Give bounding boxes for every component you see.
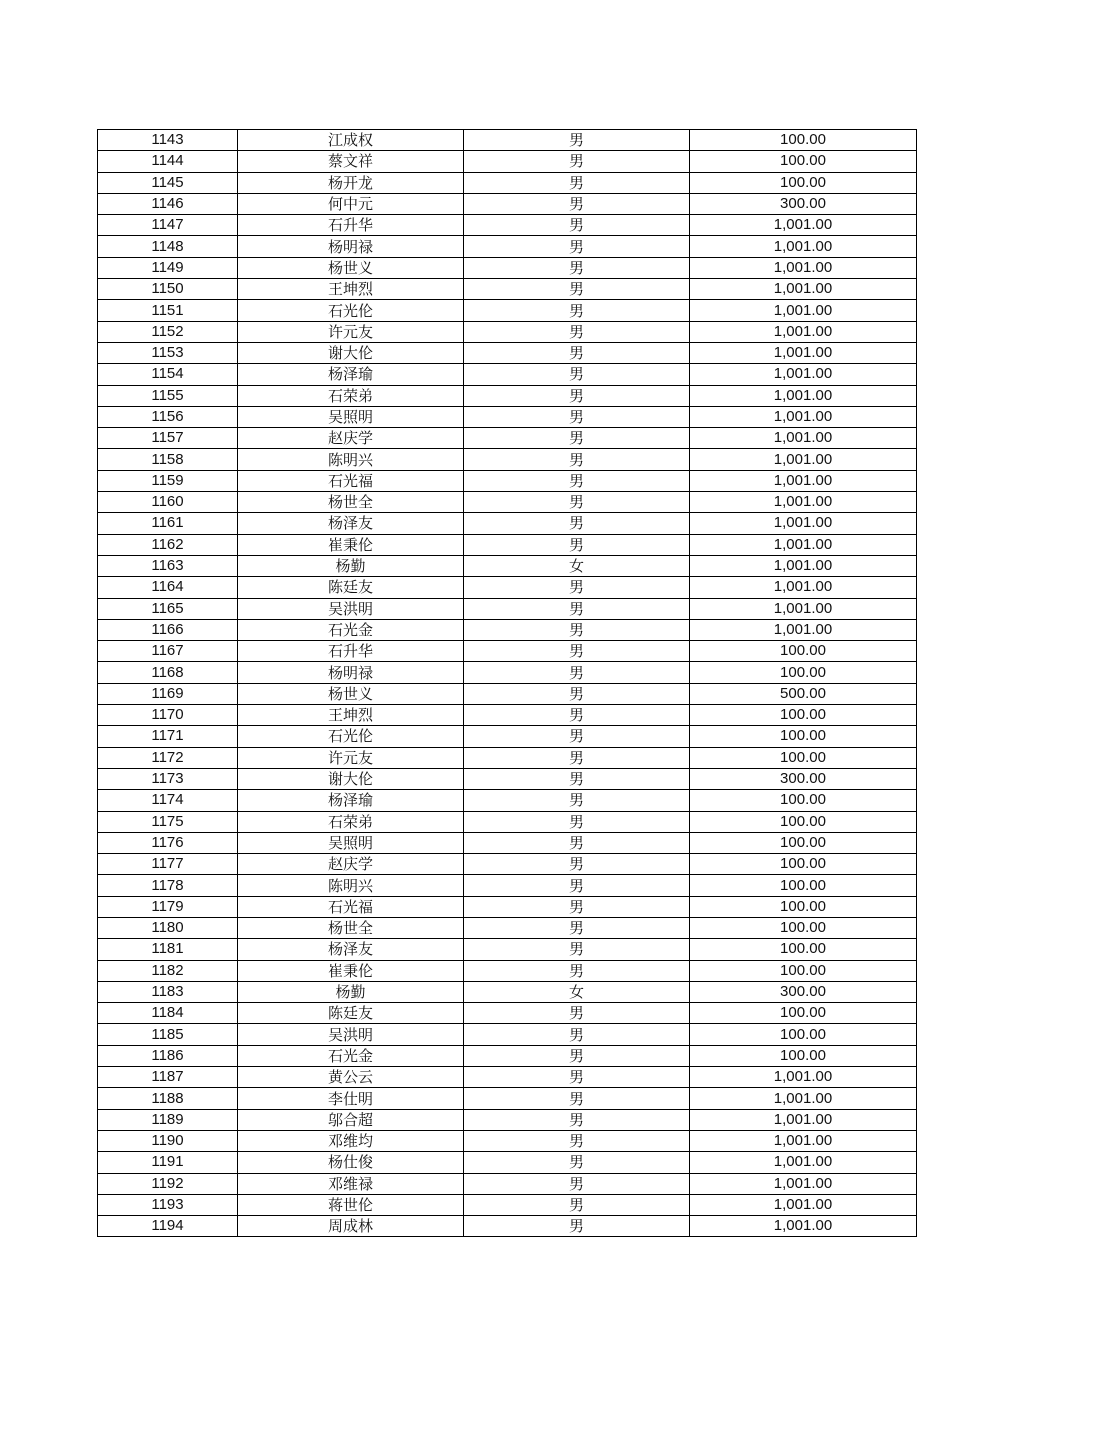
cell-gender: 男	[464, 172, 690, 193]
cell-amount: 100.00	[690, 811, 917, 832]
cell-name: 谢大伦	[238, 342, 464, 363]
cell-amount: 1,001.00	[690, 555, 917, 576]
cell-name: 赵庆学	[238, 854, 464, 875]
cell-number: 1143	[98, 130, 238, 151]
cell-number: 1156	[98, 406, 238, 427]
table-row	[98, 342, 917, 363]
cell-gender: 男	[464, 768, 690, 789]
cell-amount: 100.00	[690, 130, 917, 151]
cell-amount: 100.00	[690, 917, 917, 938]
cell-gender: 女	[464, 555, 690, 576]
table-row	[98, 193, 917, 214]
table-row	[98, 619, 917, 640]
cell-number: 1151	[98, 300, 238, 321]
cell-name: 周成林	[238, 1216, 464, 1237]
cell-gender: 男	[464, 619, 690, 640]
cell-amount: 100.00	[690, 960, 917, 981]
table-row	[98, 1173, 917, 1194]
cell-number: 1169	[98, 683, 238, 704]
table-row	[98, 981, 917, 1002]
cell-gender: 男	[464, 726, 690, 747]
cell-gender: 男	[464, 1194, 690, 1215]
cell-number: 1173	[98, 768, 238, 789]
table-row	[98, 300, 917, 321]
cell-number: 1148	[98, 236, 238, 257]
cell-name: 李仕明	[238, 1088, 464, 1109]
table-row	[98, 513, 917, 534]
cell-amount: 100.00	[690, 747, 917, 768]
table-row	[98, 130, 917, 151]
cell-number: 1180	[98, 917, 238, 938]
cell-amount: 300.00	[690, 768, 917, 789]
table-row	[98, 939, 917, 960]
cell-amount: 1,001.00	[690, 342, 917, 363]
cell-number: 1189	[98, 1109, 238, 1130]
cell-gender: 男	[464, 747, 690, 768]
cell-gender: 男	[464, 151, 690, 172]
table-row	[98, 1088, 917, 1109]
cell-gender: 男	[464, 577, 690, 598]
cell-gender: 男	[464, 811, 690, 832]
table-row	[98, 1024, 917, 1045]
cell-amount: 100.00	[690, 1024, 917, 1045]
cell-gender: 男	[464, 321, 690, 342]
cell-number: 1167	[98, 641, 238, 662]
table-row	[98, 215, 917, 236]
table-row	[98, 151, 917, 172]
table-row	[98, 449, 917, 470]
cell-name: 蔡文祥	[238, 151, 464, 172]
cell-name: 杨世全	[238, 492, 464, 513]
cell-amount: 1,001.00	[690, 534, 917, 555]
cell-amount: 1,001.00	[690, 215, 917, 236]
cell-number: 1181	[98, 939, 238, 960]
table-row	[98, 364, 917, 385]
cell-number: 1178	[98, 875, 238, 896]
cell-number: 1147	[98, 215, 238, 236]
table-row	[98, 683, 917, 704]
cell-amount: 1,001.00	[690, 1067, 917, 1088]
cell-number: 1168	[98, 662, 238, 683]
cell-amount: 1,001.00	[690, 577, 917, 598]
cell-name: 王坤烈	[238, 279, 464, 300]
cell-number: 1163	[98, 555, 238, 576]
cell-gender: 男	[464, 705, 690, 726]
cell-amount: 100.00	[690, 832, 917, 853]
cell-amount: 1,001.00	[690, 1152, 917, 1173]
cell-name: 石光伦	[238, 300, 464, 321]
cell-number: 1159	[98, 470, 238, 491]
table-row	[98, 1130, 917, 1151]
cell-number: 1187	[98, 1067, 238, 1088]
table-row	[98, 1109, 917, 1130]
cell-name: 石升华	[238, 641, 464, 662]
cell-name: 王坤烈	[238, 705, 464, 726]
cell-number: 1162	[98, 534, 238, 555]
cell-gender: 男	[464, 598, 690, 619]
cell-number: 1155	[98, 385, 238, 406]
cell-gender: 男	[464, 960, 690, 981]
cell-gender: 男	[464, 854, 690, 875]
cell-name: 吴照明	[238, 406, 464, 427]
cell-number: 1190	[98, 1130, 238, 1151]
table-row	[98, 1194, 917, 1215]
cell-gender: 男	[464, 236, 690, 257]
cell-gender: 男	[464, 896, 690, 917]
cell-number: 1144	[98, 151, 238, 172]
cell-amount: 1,001.00	[690, 1194, 917, 1215]
cell-amount: 1,001.00	[690, 492, 917, 513]
cell-name: 吴洪明	[238, 598, 464, 619]
cell-name: 杨开龙	[238, 172, 464, 193]
table-row	[98, 1045, 917, 1066]
cell-name: 蒋世伦	[238, 1194, 464, 1215]
table-row	[98, 790, 917, 811]
cell-amount: 1,001.00	[690, 279, 917, 300]
table-row	[98, 172, 917, 193]
cell-name: 许元友	[238, 747, 464, 768]
cell-gender: 男	[464, 428, 690, 449]
cell-name: 邓维禄	[238, 1173, 464, 1194]
table-row	[98, 492, 917, 513]
table-row	[98, 279, 917, 300]
table-body	[98, 130, 917, 1237]
cell-name: 谢大伦	[238, 768, 464, 789]
cell-gender: 男	[464, 1173, 690, 1194]
table-row	[98, 555, 917, 576]
cell-amount: 100.00	[690, 641, 917, 662]
cell-gender: 男	[464, 492, 690, 513]
table-row	[98, 768, 917, 789]
cell-gender: 男	[464, 449, 690, 470]
cell-name: 陈廷友	[238, 577, 464, 598]
cell-amount: 100.00	[690, 854, 917, 875]
cell-number: 1153	[98, 342, 238, 363]
cell-amount: 100.00	[690, 939, 917, 960]
cell-number: 1174	[98, 790, 238, 811]
cell-gender: 男	[464, 342, 690, 363]
cell-number: 1150	[98, 279, 238, 300]
table-row	[98, 236, 917, 257]
cell-name: 石光伦	[238, 726, 464, 747]
cell-amount: 1,001.00	[690, 1088, 917, 1109]
cell-amount: 1,001.00	[690, 321, 917, 342]
table-row	[98, 1067, 917, 1088]
cell-number: 1158	[98, 449, 238, 470]
cell-name: 杨世义	[238, 257, 464, 278]
cell-amount: 100.00	[690, 790, 917, 811]
cell-number: 1164	[98, 577, 238, 598]
cell-name: 石光金	[238, 1045, 464, 1066]
table-row	[98, 896, 917, 917]
cell-gender: 男	[464, 875, 690, 896]
table-row	[98, 598, 917, 619]
table-row	[98, 577, 917, 598]
cell-gender: 男	[464, 1003, 690, 1024]
cell-name: 陈明兴	[238, 875, 464, 896]
cell-name: 陈廷友	[238, 1003, 464, 1024]
cell-amount: 1,001.00	[690, 449, 917, 470]
cell-gender: 男	[464, 683, 690, 704]
cell-number: 1186	[98, 1045, 238, 1066]
cell-number: 1193	[98, 1194, 238, 1215]
cell-name: 杨世全	[238, 917, 464, 938]
cell-number: 1145	[98, 172, 238, 193]
cell-number: 1152	[98, 321, 238, 342]
cell-amount: 500.00	[690, 683, 917, 704]
cell-gender: 男	[464, 193, 690, 214]
cell-name: 陈明兴	[238, 449, 464, 470]
cell-name: 邬合超	[238, 1109, 464, 1130]
cell-gender: 男	[464, 406, 690, 427]
cell-name: 杨明禄	[238, 662, 464, 683]
cell-number: 1194	[98, 1216, 238, 1237]
cell-number: 1160	[98, 492, 238, 513]
cell-number: 1157	[98, 428, 238, 449]
cell-amount: 1,001.00	[690, 428, 917, 449]
table-row	[98, 321, 917, 342]
table-row	[98, 385, 917, 406]
cell-amount: 1,001.00	[690, 364, 917, 385]
cell-amount: 100.00	[690, 705, 917, 726]
cell-gender: 男	[464, 279, 690, 300]
table-row	[98, 257, 917, 278]
cell-amount: 1,001.00	[690, 619, 917, 640]
cell-number: 1175	[98, 811, 238, 832]
cell-name: 石光金	[238, 619, 464, 640]
cell-amount: 1,001.00	[690, 1130, 917, 1151]
cell-gender: 男	[464, 662, 690, 683]
cell-number: 1191	[98, 1152, 238, 1173]
cell-amount: 1,001.00	[690, 470, 917, 491]
cell-gender: 男	[464, 1152, 690, 1173]
cell-amount: 1,001.00	[690, 1109, 917, 1130]
cell-amount: 1,001.00	[690, 406, 917, 427]
table-row	[98, 747, 917, 768]
cell-name: 杨勤	[238, 981, 464, 1002]
cell-name: 杨勤	[238, 555, 464, 576]
cell-gender: 男	[464, 1130, 690, 1151]
table-row	[98, 641, 917, 662]
cell-number: 1154	[98, 364, 238, 385]
cell-gender: 男	[464, 1109, 690, 1130]
cell-gender: 男	[464, 1216, 690, 1237]
cell-gender: 男	[464, 790, 690, 811]
table-row	[98, 960, 917, 981]
cell-name: 崔秉伦	[238, 534, 464, 555]
cell-gender: 男	[464, 130, 690, 151]
cell-gender: 男	[464, 1088, 690, 1109]
cell-amount: 1,001.00	[690, 257, 917, 278]
cell-name: 石升华	[238, 215, 464, 236]
cell-gender: 男	[464, 1024, 690, 1045]
cell-name: 江成权	[238, 130, 464, 151]
cell-name: 石光福	[238, 470, 464, 491]
cell-gender: 男	[464, 257, 690, 278]
cell-name: 杨仕俊	[238, 1152, 464, 1173]
cell-gender: 男	[464, 832, 690, 853]
cell-name: 邓维均	[238, 1130, 464, 1151]
cell-number: 1179	[98, 896, 238, 917]
cell-number: 1188	[98, 1088, 238, 1109]
cell-name: 黄公云	[238, 1067, 464, 1088]
cell-amount: 100.00	[690, 1003, 917, 1024]
cell-gender: 男	[464, 939, 690, 960]
cell-name: 石荣弟	[238, 811, 464, 832]
cell-gender: 男	[464, 470, 690, 491]
cell-gender: 男	[464, 1045, 690, 1066]
table-row	[98, 917, 917, 938]
cell-gender: 男	[464, 215, 690, 236]
cell-gender: 男	[464, 1067, 690, 1088]
cell-number: 1166	[98, 619, 238, 640]
cell-number: 1176	[98, 832, 238, 853]
cell-amount: 300.00	[690, 193, 917, 214]
table-row	[98, 406, 917, 427]
cell-number: 1192	[98, 1173, 238, 1194]
table-row	[98, 534, 917, 555]
cell-name: 杨泽瑜	[238, 364, 464, 385]
cell-amount: 100.00	[690, 875, 917, 896]
cell-gender: 男	[464, 513, 690, 534]
cell-number: 1170	[98, 705, 238, 726]
cell-number: 1161	[98, 513, 238, 534]
cell-amount: 1,001.00	[690, 513, 917, 534]
cell-gender: 男	[464, 364, 690, 385]
table-row	[98, 1216, 917, 1237]
cell-number: 1146	[98, 193, 238, 214]
cell-name: 杨泽友	[238, 939, 464, 960]
table-row	[98, 1003, 917, 1024]
cell-number: 1149	[98, 257, 238, 278]
cell-gender: 男	[464, 534, 690, 555]
cell-gender: 男	[464, 917, 690, 938]
cell-gender: 男	[464, 300, 690, 321]
cell-amount: 1,001.00	[690, 1216, 917, 1237]
cell-gender: 男	[464, 641, 690, 662]
cell-amount: 1,001.00	[690, 236, 917, 257]
cell-name: 吴洪明	[238, 1024, 464, 1045]
cell-name: 杨泽友	[238, 513, 464, 534]
data-table	[97, 129, 917, 1237]
cell-amount: 100.00	[690, 896, 917, 917]
cell-amount: 1,001.00	[690, 385, 917, 406]
cell-amount: 1,001.00	[690, 1173, 917, 1194]
table-row	[98, 1152, 917, 1173]
cell-name: 杨泽瑜	[238, 790, 464, 811]
cell-amount: 1,001.00	[690, 598, 917, 619]
table-row	[98, 662, 917, 683]
cell-name: 崔秉伦	[238, 960, 464, 981]
cell-name: 杨世义	[238, 683, 464, 704]
cell-amount: 100.00	[690, 1045, 917, 1066]
cell-amount: 100.00	[690, 172, 917, 193]
cell-amount: 100.00	[690, 151, 917, 172]
table-row	[98, 811, 917, 832]
cell-number: 1172	[98, 747, 238, 768]
cell-name: 许元友	[238, 321, 464, 342]
cell-number: 1183	[98, 981, 238, 1002]
cell-name: 何中元	[238, 193, 464, 214]
cell-name: 吴照明	[238, 832, 464, 853]
cell-number: 1182	[98, 960, 238, 981]
cell-amount: 100.00	[690, 726, 917, 747]
cell-number: 1177	[98, 854, 238, 875]
cell-number: 1184	[98, 1003, 238, 1024]
table-row	[98, 470, 917, 491]
table-row	[98, 705, 917, 726]
cell-amount: 300.00	[690, 981, 917, 1002]
cell-name: 赵庆学	[238, 428, 464, 449]
cell-name: 石光福	[238, 896, 464, 917]
table-row	[98, 875, 917, 896]
table-row	[98, 854, 917, 875]
cell-amount: 1,001.00	[690, 300, 917, 321]
cell-number: 1185	[98, 1024, 238, 1045]
table-row	[98, 428, 917, 449]
cell-name: 石荣弟	[238, 385, 464, 406]
cell-gender: 女	[464, 981, 690, 1002]
cell-gender: 男	[464, 385, 690, 406]
cell-name: 杨明禄	[238, 236, 464, 257]
cell-number: 1165	[98, 598, 238, 619]
table-row	[98, 832, 917, 853]
cell-number: 1171	[98, 726, 238, 747]
table-row	[98, 726, 917, 747]
cell-amount: 100.00	[690, 662, 917, 683]
